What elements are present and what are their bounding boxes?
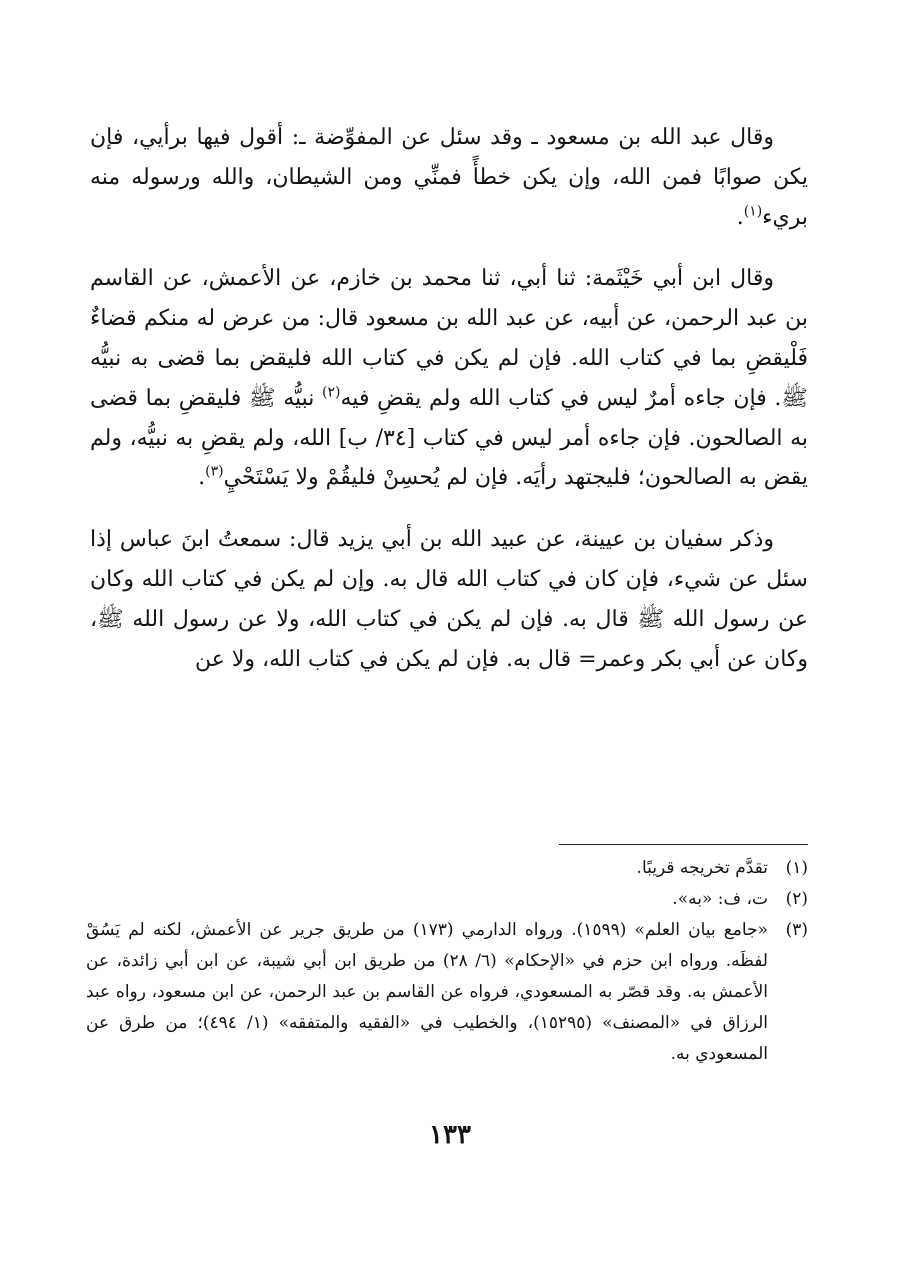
paragraph-text: وقال عبد الله بن مسعود ـ وقد سئل عن المفوِّضة ـ: أقول فيها برأيي، فإن يكن صوابًا فمن الله، وإن يكن خطأً فمنِّي ومن الشيطان، والله ورسوله منه بريء [90, 125, 808, 230]
paragraph-3 [90, 520, 808, 679]
footnote-3 [86, 915, 808, 1070]
footnotes [86, 853, 808, 1070]
paragraph-tail: نبيُّه ﷺ فليقضِ بما قضى به الصالحون. فإن جاءه أمر ليس في كتاب [٣٤/ ب] الله، ولم يقضِ به نبيُّه، ولم يقض به الصالحون؛ فليجتهد رأيَه. فإن لم يُحسِنْ فليقُمْ ولا يَسْتَحْيِ [90, 385, 808, 491]
footnote-number: (٣) [785, 920, 808, 940]
footnote-text: «جامع بيان العلم» (١٥٩٩). ورواه الدارمي (١٧٣) من طريق جرير عن الأعمش، لكنه لم يَسُقْ لفظَه. ورواه ابن حزم في «الإحكام» (٦/ ٢٨) من طريق ابن أبي شيبة، عن ابن أبي زائدة، عن الأعمش به. وقد قصّر به المسعودي، فرواه عن القاسم بن عبد الرحمن، عن ابن مسعود، رواه عبد الرزاق في «المصنف» (١٥٢٩٥)، والخطيب في «الفقيه والمتفقه» (١/ ٤٩٤)؛ من طرق عن المسعودي به. [86, 920, 768, 1064]
paragraph-tail: . [198, 465, 206, 491]
page-number: ١٣٣ [429, 1120, 471, 1150]
footnote-ref-2[interactable]: (٢) [322, 384, 341, 401]
main-text [90, 118, 808, 701]
footnote-number: (١) [785, 858, 808, 878]
footnote-1 [86, 853, 808, 884]
footnote-ref-1[interactable]: (١) [743, 203, 763, 220]
footnote-divider [559, 844, 808, 845]
paragraph-text: وقال ابن أبي خَيْثَمة: ثنا أبي، ثنا محمد بن خازم، عن الأعمش، عن القاسم بن عبد الرحمن، عن أبيه، عن عبد الله بن مسعود قال: من عرض له منكم قضاءٌ فَلْيقضِ بما في كتاب الله. فإن لم يكن في كتاب الله فليقض بما قضى به نبيُّه ﷺ. فإن جاءه أمرٌ ليس في كتاب الله ولم يقضِ فيه [90, 266, 809, 411]
footnote-2 [86, 884, 808, 915]
footnote-text: ت، ف: «به». [672, 889, 768, 909]
paragraph-2 [90, 259, 808, 498]
footnote-text: تقدَّم تخريجه قريبًا. [636, 858, 768, 878]
footnote-ref-3[interactable]: (٣) [205, 464, 224, 481]
footnote-number: (٢) [785, 889, 808, 909]
paragraph-tail: . [736, 204, 744, 230]
paragraph-text: وذكر سفيان بن عيينة، عن عبيد الله بن أبي يزيد قال: سمعتُ ابنَ عباس إذا سئل عن شيء، فإن كان في كتاب الله قال به. وإن لم يكن في كتاب الله وكان عن رسول الله ﷺ قال به. فإن لم يكن في كتاب الله، ولا عن رسول الله ﷺ، وكان عن أبي بكر وعمر= قال به. فإن لم يكن في كتاب الله، ولا عن [90, 527, 808, 672]
paragraph-1 [90, 118, 808, 237]
